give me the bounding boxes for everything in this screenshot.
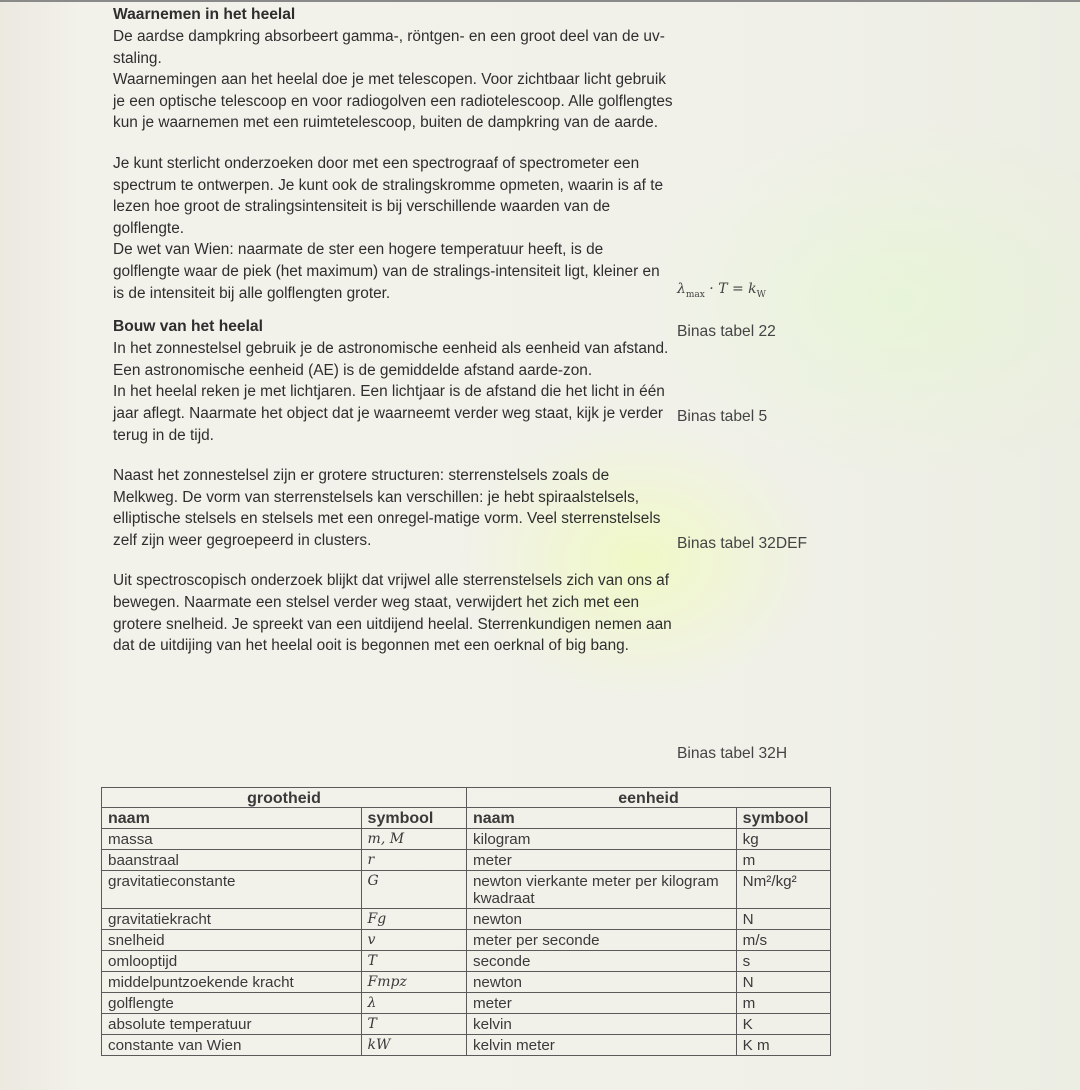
table-row (102, 972, 831, 993)
unit-name: meter (466, 850, 736, 871)
unit-symbol: m (736, 993, 830, 1014)
paragraph-uitdijing: Uit spectroscopisch onderzoek blijkt dat vrijwel alle sterrenstelsels zich van ons af bewegen. Naarmate een stelsel verder weg staat, verwijdert het zich met een grotere snelheid. Je spreekt van een uitdijend heelal. Sterrenkundigen nemen aan dat de uitdijing van het heelal ooit is begonnen met een oerknal of big bang. (113, 572, 672, 655)
unit-name: kelvin (466, 1014, 736, 1035)
binas-ref-32def: Binas tabel 32DEF (677, 535, 808, 552)
quantity-symbol: T (361, 1014, 466, 1035)
group-grootheid: grootheid (102, 788, 467, 808)
unit-name: meter per seconde (466, 930, 736, 951)
paragraph-lichtjaar: In het heelal reken je met lichtjaren. Een lichtjaar is de afstand die het licht in één jaar aflegt. Naarmate het object dat je waarneemt verder weg staat, kijk je verder terug in de tijd. (113, 383, 665, 444)
table-group-header (102, 788, 831, 808)
unit-name: kilogram (466, 829, 736, 850)
paragraph-dampkring: De aardse dampkring absorbeert gamma-, röntgen- en een groot deel van de uv-staling. (113, 28, 665, 67)
unit-name: newton (466, 972, 736, 993)
quantity-symbol: Fg (361, 909, 466, 930)
heading-waarnemen: Waarnemen in het heelal (113, 6, 296, 23)
heading-bouw: Bouw van het heelal (113, 318, 263, 336)
quantity-name: omlooptijd (102, 951, 362, 972)
col-naam-grootheid: naam (102, 808, 362, 829)
quantity-name: massa (102, 829, 362, 850)
paragraph-ae: In het zonnestelsel gebruik je de astronomische eenheid als eenheid van afstand. Een astronomische eenheid (AE) is de gemiddelde afstand aarde-zon. (113, 340, 669, 379)
table-row (102, 951, 831, 972)
table-row (102, 930, 831, 951)
unit-name: seconde (466, 951, 736, 972)
binas-ref-22: Binas tabel 22 (677, 323, 776, 340)
unit-symbol: m (736, 850, 830, 871)
unit-symbol: N (736, 972, 830, 993)
unit-symbol: K (736, 1014, 830, 1035)
unit-symbol: Nm²/kg² (736, 871, 830, 909)
quantity-name: snelheid (102, 930, 362, 951)
quantity-name: middelpuntzoekende kracht (102, 972, 362, 993)
unit-name: newton (466, 909, 736, 930)
quantity-name: absolute temperatuur (102, 1014, 362, 1035)
quantities-table (101, 787, 831, 1056)
paragraph-telescopen: Waarnemingen aan het heelal doe je met telescopen. Voor zichtbaar licht gebruik je een optische telescoop en voor radiogolven een radiotelescoop. Alle golflengtes kun je waarnemen met een ruimtetelescoop, buiten de dampkring van de aarde. (113, 71, 673, 132)
unit-symbol: N (736, 909, 830, 930)
table-row (102, 1014, 831, 1035)
table-row (102, 909, 831, 930)
top-border (0, 0, 1080, 2)
table-row (102, 850, 831, 871)
quantity-symbol: λ (361, 993, 466, 1014)
quantity-symbol: G (361, 871, 466, 909)
quantity-symbol: kW (361, 1035, 466, 1056)
paragraph-sterrenstelsels: Naast het zonnestelsel zijn er grotere structuren: sterrenstelsels zoals de Melkweg. De vorm van sterrenstelsels kan verschillen: je hebt spiraalstelsels, elliptische stelsels en stelsels met een onregel-matige vorm. Veel sterrenstelsels zelf zijn weer gegroepeerd in clusters. (113, 467, 661, 549)
quantity-name: gravitatiekracht (102, 909, 362, 930)
quantity-symbol: T (361, 951, 466, 972)
quantity-symbol: m, M (361, 829, 466, 850)
binas-ref-5: Binas tabel 5 (677, 408, 768, 425)
unit-symbol: m/s (736, 930, 830, 951)
unit-symbol: kg (736, 829, 830, 850)
paragraph-wien: De wet van Wien: naarmate de ster een hogere temperatuur heeft, is de golflengte waar de piek (het maximum) van de stralings-intensiteit ligt, kleiner en is de intensiteit bij alle golflengten groter. (113, 241, 660, 302)
paragraph-sterlicht: Je kunt sterlicht onderzoeken door met een spectrograaf of spectrometer een spectrum te ontwerpen. Je kunt ook de stralingskromme opmeten, waarin is af te lezen hoe groot de stralingsintensiteit is bij verschillende waarden van de golflengte. (113, 154, 664, 237)
quantity-symbol: v (361, 930, 466, 951)
col-naam-eenheid: naam (466, 808, 736, 829)
col-symbool-grootheid: symbool (361, 808, 466, 829)
unit-symbol: K m (736, 1035, 830, 1056)
quantity-name: golflengte (102, 993, 362, 1014)
quantity-symbol: Fmpz (361, 972, 466, 993)
quantity-name: gravitatieconstante (102, 871, 362, 909)
quantity-symbol: r (361, 850, 466, 871)
table-row (102, 871, 831, 909)
unit-name: newton vierkante meter per kilogram kwadraat (466, 871, 736, 909)
main-text (113, 4, 673, 657)
binas-ref-32h: Binas tabel 32H (677, 745, 788, 762)
quantity-name: baanstraal (102, 850, 362, 871)
table-row (102, 1035, 831, 1056)
unit-name: meter (466, 993, 736, 1014)
quantity-name: constante van Wien (102, 1035, 362, 1056)
unit-symbol: s (736, 951, 830, 972)
group-eenheid: eenheid (466, 788, 830, 808)
col-symbool-eenheid: symbool (736, 808, 830, 829)
table-column-header (102, 808, 831, 829)
table-row (102, 993, 831, 1014)
wien-formula: $\lambda_{max} \cdot T = k_W$ (677, 281, 766, 300)
unit-name: kelvin meter (466, 1035, 736, 1056)
table-row (102, 829, 831, 850)
